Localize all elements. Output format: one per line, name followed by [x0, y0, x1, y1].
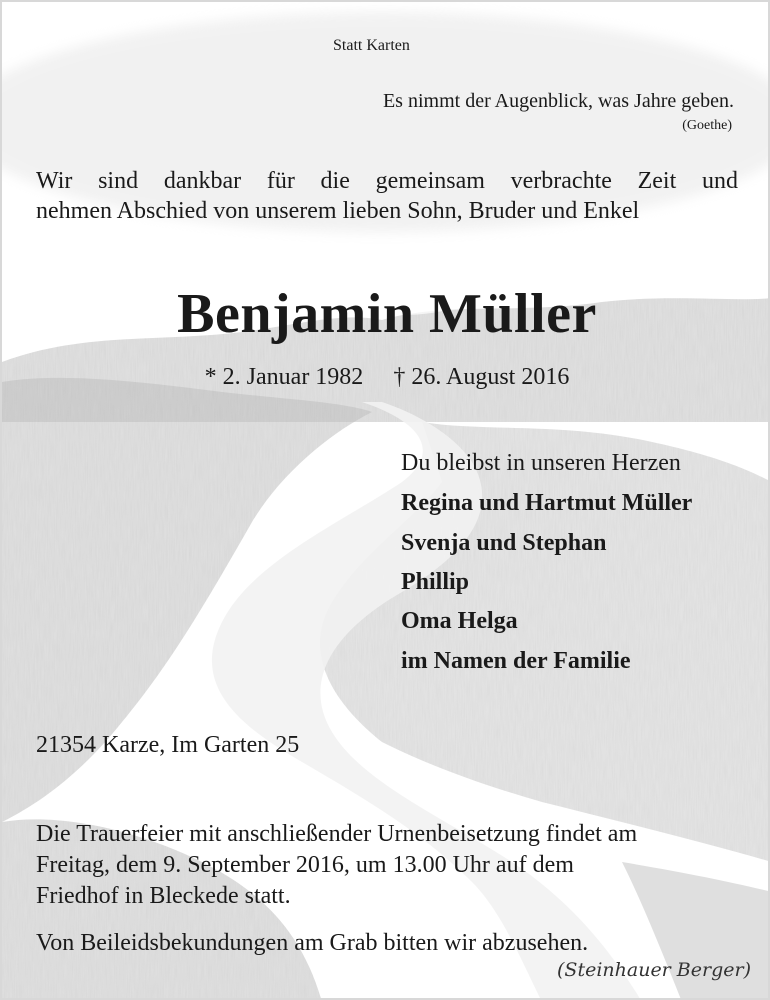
mourner-name: im Namen der Familie — [401, 648, 631, 674]
ceremony-line-3: Friedhof in Bleckede statt. — [36, 883, 291, 909]
ceremony-details — [36, 819, 736, 912]
ceremony-line-1: Die Trauerfeier mit anschließender Urnenbeisetzung findet am — [36, 821, 638, 847]
intro-line-1: Wir sind dankbar für die gemeinsam verbrachte Zeit und — [36, 168, 738, 194]
ceremony-line-2: Freitag, dem 9. September 2016, um 13.00 Uhr auf dem — [36, 852, 574, 878]
goethe-quote: Es nimmt der Augenblick, was Jahre geben. — [382, 90, 734, 112]
mourner-name: Regina und Hartmut Müller — [401, 490, 693, 516]
birth-date: * 2. Januar 1982 — [204, 364, 364, 390]
intro-line-2: nehmen Abschied von unserem lieben Sohn, Bruder und Enkel — [36, 198, 640, 224]
mourner-name: Oma Helga — [401, 608, 518, 634]
quote-author: (Goethe) — [682, 118, 732, 133]
mourner-name: Phillip — [401, 569, 470, 595]
statt-karten-label: Statt Karten — [333, 37, 410, 54]
condolence-note: Von Beileidsbekundungen am Grab bitten wir abzusehen. — [36, 930, 589, 956]
life-dates — [2, 364, 770, 391]
deceased-name: Benjamin Müller — [177, 283, 597, 345]
family-address: 21354 Karze, Im Garten 25 — [36, 732, 300, 758]
mourner-name: Svenja und Stephan — [401, 530, 607, 556]
mourners-heading: Du bleibst in unseren Herzen — [401, 450, 681, 476]
intro-text — [36, 166, 738, 226]
death-date: † 26. August 2016 — [393, 364, 570, 390]
undertaker-signature: (Steinhauer Berger) — [557, 959, 751, 981]
